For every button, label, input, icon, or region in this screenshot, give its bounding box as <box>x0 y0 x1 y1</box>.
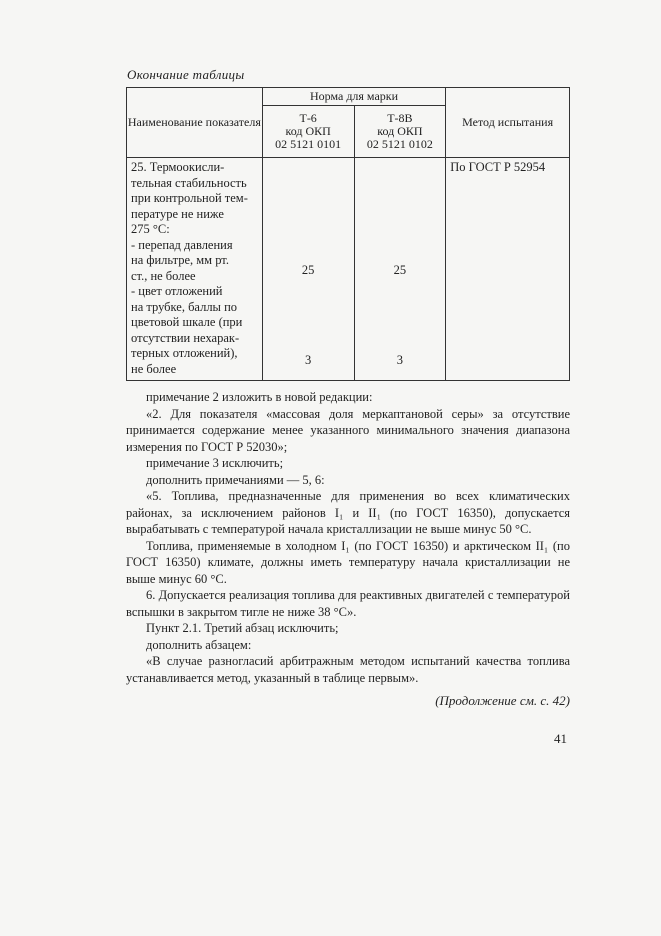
paragraph: Пункт 2.1. Третий абзац исключить; <box>146 621 339 635</box>
paragraph: примечание 2 изложить в новой редакции: <box>146 390 373 404</box>
header-t8 <box>354 106 446 158</box>
paragraph: «2. Для показателя «массовая доля меркаптановой серы» за отсутствие принимается содержание менее указанного минимального значения диапазона измерения по ГОСТ Р 52030»; <box>126 406 570 454</box>
header-t8-okp-code: 02 5121 0102 <box>366 137 433 151</box>
t6-deposit-color-value: 3 <box>305 353 312 367</box>
row-method-cell <box>446 158 570 381</box>
paragraph: дополнить абзацем: <box>146 637 252 652</box>
row-name-line: ст., не более <box>131 268 196 283</box>
paragraph: «В случае разногласий арбитражным методом испытаний качества топлива устанавливается метод, указанный в таблице первым». <box>126 654 570 685</box>
header-method: Метод испытания <box>446 88 570 158</box>
row-name-line: - перепад давления <box>131 237 233 252</box>
t6-pressure-drop-value: 25 <box>301 263 315 277</box>
row-name-line: на трубке, баллы по <box>131 299 238 314</box>
continuation-note: (Продолжение см. с. 42) <box>435 693 570 708</box>
page-number: 41 <box>554 731 567 746</box>
header-t6 <box>262 106 354 158</box>
header-norm: Норма для марки <box>262 88 445 106</box>
row-name-line: отсутствии нехарак- <box>131 330 240 345</box>
row-name <box>127 158 262 377</box>
row-name-line: цветовой шкале (при <box>131 315 243 329</box>
row-name-line: тельная стабильность <box>131 175 247 190</box>
t8-pressure-drop-value: 25 <box>393 263 407 277</box>
paragraph: примечание 3 исключить; <box>146 456 284 470</box>
row-name-line: на фильтре, мм рт. <box>131 253 229 267</box>
t8-deposit-color-value: 3 <box>396 353 403 367</box>
table-caption: Окончание таблицы <box>127 67 245 82</box>
header-t6-okp-label: код ОКП <box>285 124 331 138</box>
header-name: Наименование показателя <box>127 88 263 158</box>
row-method: По ГОСТ Р 52954 <box>450 160 546 174</box>
row-name-line: 25. Термоокисли- <box>131 160 225 174</box>
amendment-text <box>126 389 570 686</box>
header-t8-okp-label: код ОКП <box>377 124 423 138</box>
row-name-line: 275 °С: <box>131 222 170 236</box>
row-name-line: пературе не ниже <box>131 206 224 221</box>
spec-table <box>126 87 570 381</box>
paragraph: Топлива, применяемые в холодном I₁ (по ГОСТ 16350) и арктическом II₁ (по ГОСТ 16350) климате, должны иметь температуру начала кристаллизации не выше минус 60 °С. <box>126 538 570 586</box>
row-t6-cell <box>262 158 354 381</box>
header-t8-grade: Т-8В <box>387 111 413 125</box>
paragraph: «5. Топлива, предназначенные для применения во всех климатических районах, за исключением районов I₁ и II₁ (по ГОСТ 16350), допускается вырабатывать с температурой начала кристаллизации не выше минус 50 °С. <box>126 489 570 536</box>
row-t8-cell <box>354 158 446 381</box>
paragraph: 6. Допускается реализация топлива для реактивных двигателей с температурой вспышки в закрытом тигле не ниже 38 °С». <box>126 588 570 619</box>
row-name-line: - цвет отложений <box>131 284 223 298</box>
header-t6-grade: Т-6 <box>299 111 317 125</box>
row-name-line: терных отложений), <box>131 346 238 360</box>
paragraph: дополнить примечаниями — 5, 6: <box>146 472 325 487</box>
row-name-cell <box>127 158 263 381</box>
header-t6-okp-code: 02 5121 0101 <box>275 137 342 151</box>
row-name-line: не более <box>131 361 177 376</box>
row-name-line: при контрольной тем- <box>131 191 248 205</box>
